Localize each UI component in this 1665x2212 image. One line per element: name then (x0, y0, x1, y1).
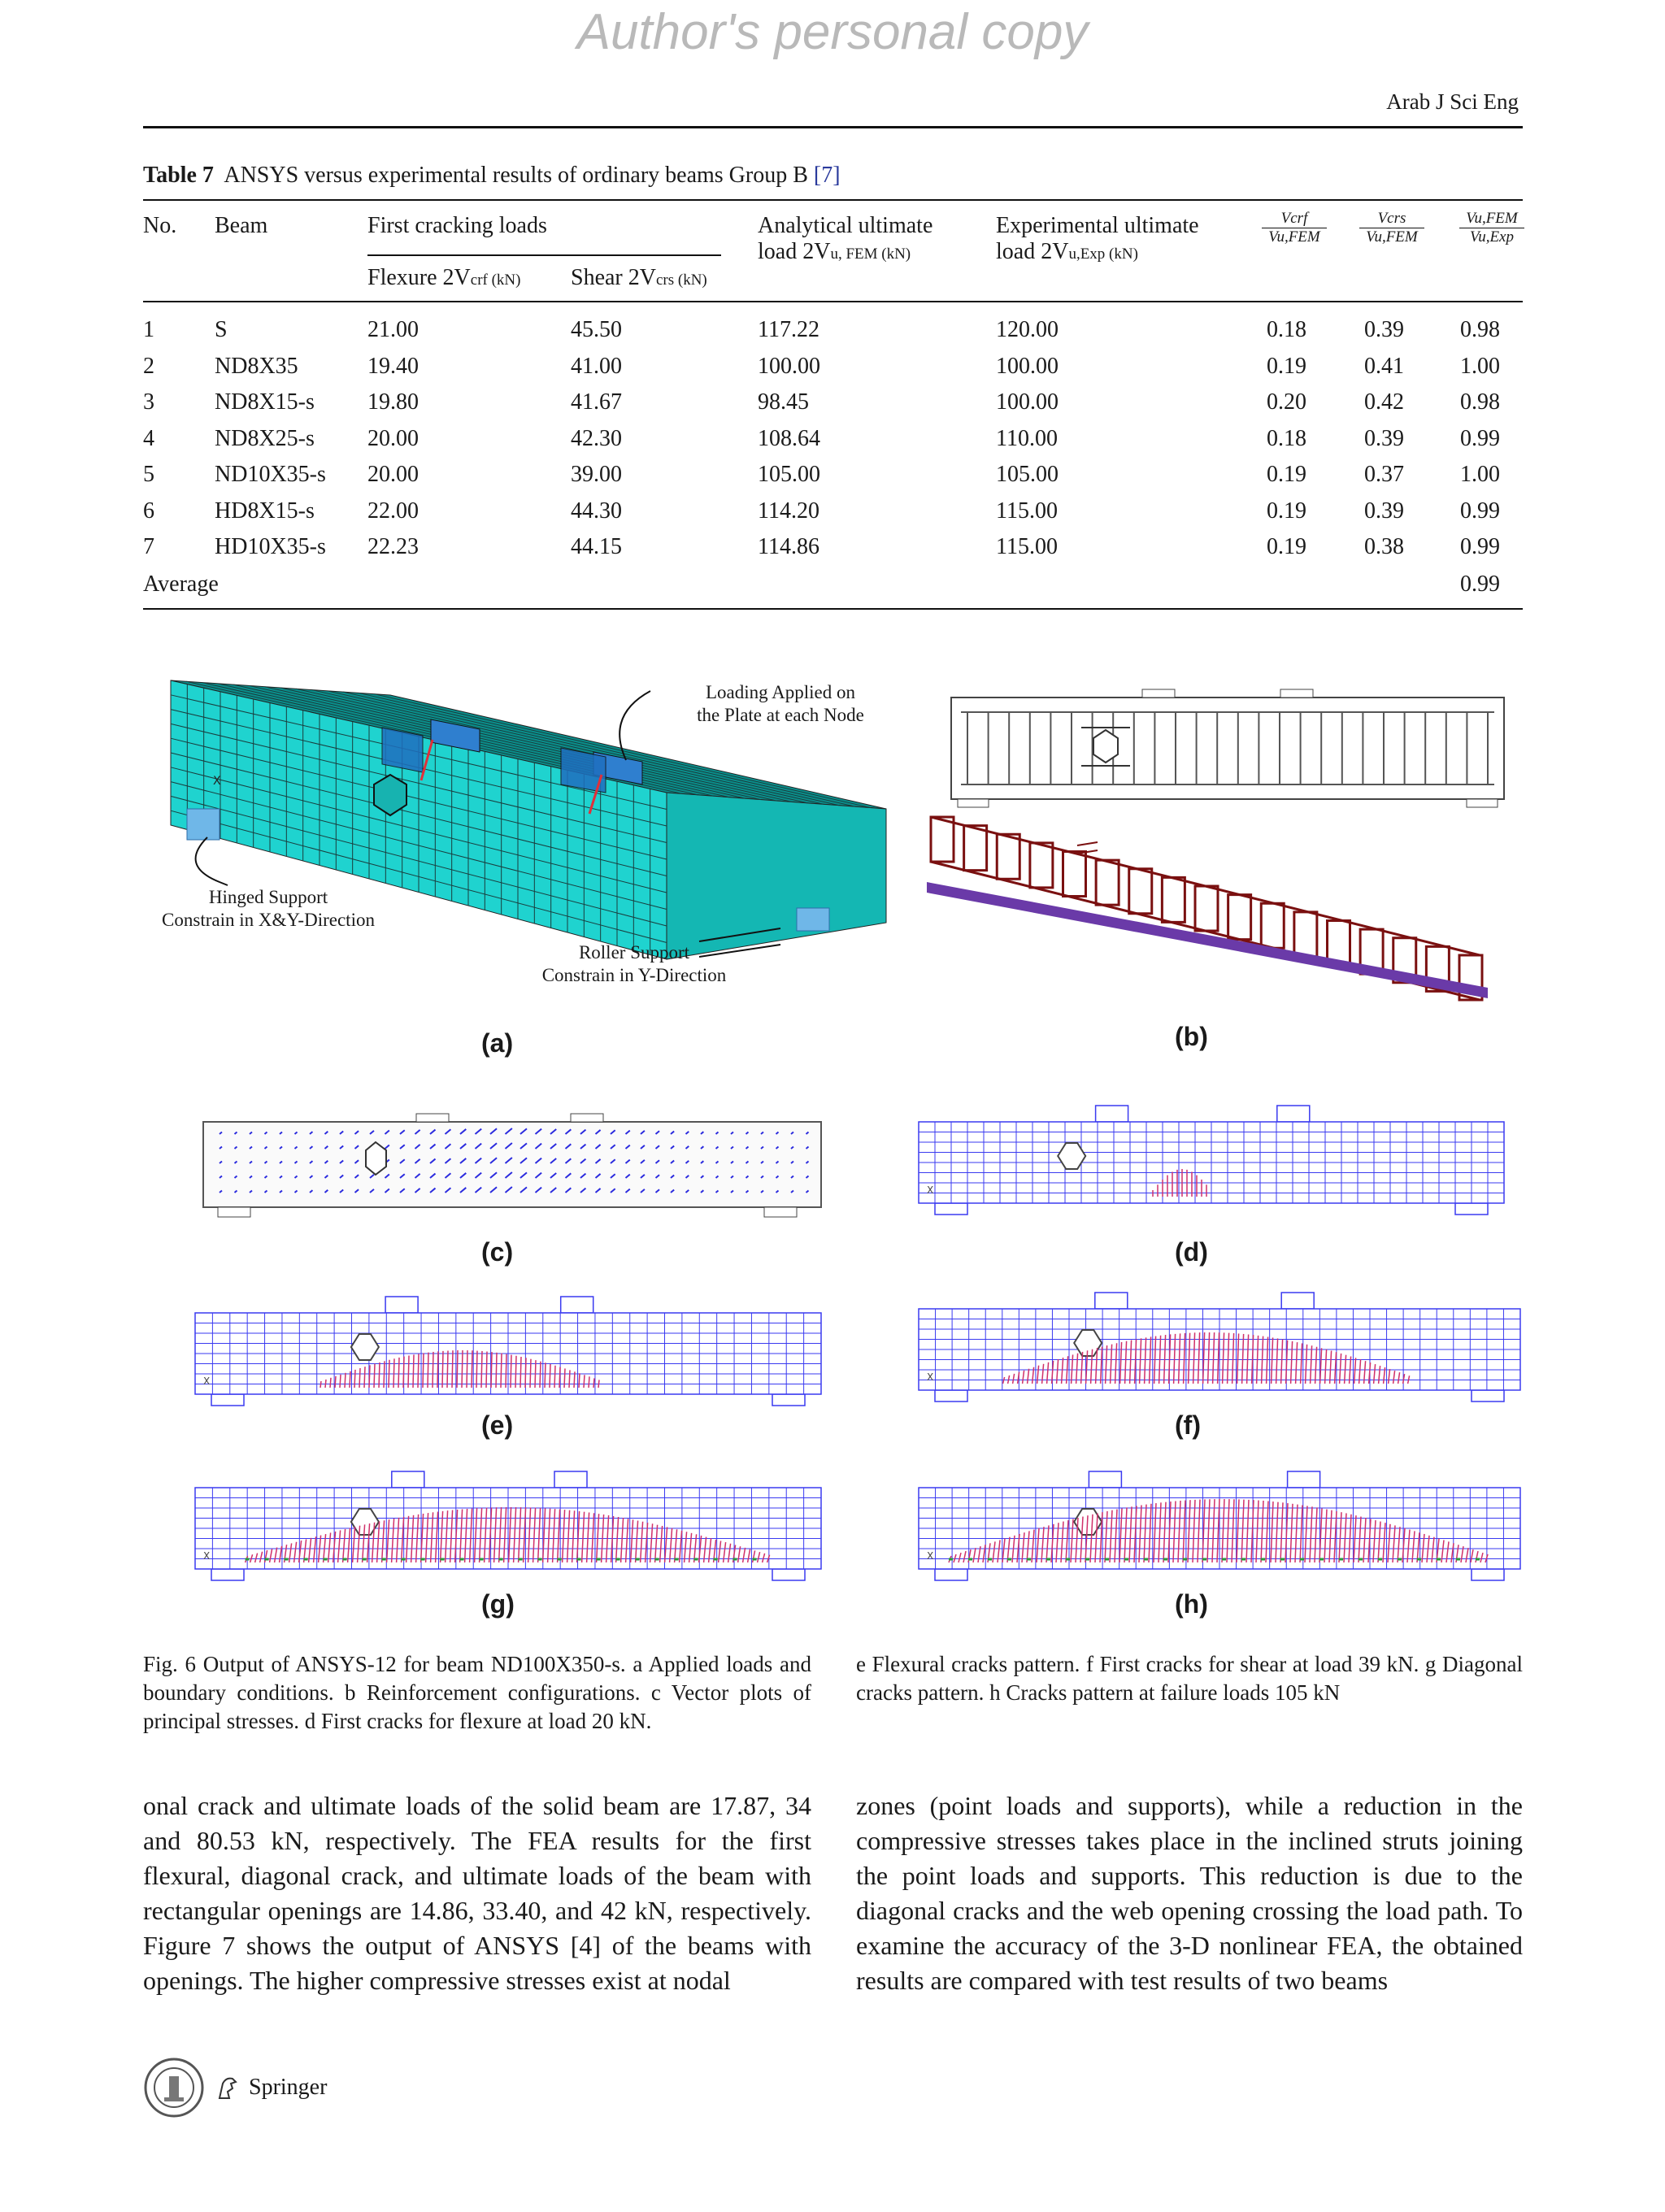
table-cell-exp: 105.00 (996, 462, 1059, 487)
table-cell-shear: 39.00 (571, 462, 622, 487)
panel-b-reinforcement (919, 683, 1553, 1008)
table-ref-link[interactable]: [7] (813, 163, 841, 188)
table-cell-fem: 114.86 (758, 534, 819, 559)
panel-h-failure-cracks (911, 1463, 1528, 1593)
table-cell-shear: 45.50 (571, 317, 622, 342)
col-ratio-crf: Vcrf Vu,FEM (1262, 210, 1327, 246)
panel-label-e: (e) (481, 1410, 514, 1440)
table-cell-flex: 21.00 (367, 317, 419, 342)
table-cell-r3: 0.99 (1460, 425, 1500, 451)
table-cell-fem: 117.22 (758, 317, 819, 342)
col-ratio-crs: Vcrs Vu,FEM (1359, 210, 1424, 246)
table-cell-flex: 20.00 (367, 462, 419, 487)
svg-text:X: X (927, 1184, 934, 1196)
table-cell-flex: 20.00 (367, 425, 419, 451)
table-cell-shear: 44.30 (571, 498, 622, 524)
table-cell-r2: 0.38 (1364, 534, 1404, 559)
table-cell-beam: HD10X35-s (215, 534, 326, 559)
panel-c-vector-plot (195, 1097, 829, 1228)
col-flexure: Flexure 2Vcrf (kN) (367, 265, 521, 290)
annotation-hinged-support: Hinged Support Constrain in X&Y-Direction (162, 887, 375, 930)
svg-text:X: X (927, 1550, 934, 1562)
table-cell-r1: 0.20 (1267, 389, 1306, 415)
col-shear: Shear 2Vcrs (kN) (571, 265, 707, 290)
table-cell-flex: 19.80 (367, 389, 419, 415)
panel-f-first-shear-cracks (911, 1284, 1528, 1415)
table-cell-r2: 0.39 (1364, 425, 1404, 451)
table-cell-r2: 0.37 (1364, 462, 1404, 487)
table-cell-r3: 1.00 (1460, 462, 1500, 487)
table-head-rule (143, 301, 1523, 302)
col-first-cracking: First cracking loads (367, 213, 547, 238)
table-cell-exp: 100.00 (996, 353, 1059, 379)
col-ratio-fem-exp: Vu,FEM Vu,Exp (1459, 210, 1524, 246)
annotation-roller-support: Roller Support Constrain in Y-Direction (541, 942, 727, 985)
table-cell-beam: ND10X35-s (215, 462, 326, 487)
table-cell-exp: 120.00 (996, 317, 1059, 342)
table-cell-r3: 0.98 (1460, 317, 1500, 342)
table-cell-fem: 105.00 (758, 462, 820, 487)
watermark: Author's personal copy (576, 4, 1089, 60)
table-cell-exp: 115.00 (996, 534, 1058, 559)
table-cell-r1: 0.18 (1267, 425, 1306, 451)
header-rule (143, 126, 1523, 128)
table-cell-flex: 22.23 (367, 534, 419, 559)
panel-label-b: (b) (1175, 1022, 1208, 1051)
table-cell-no: 4 (143, 425, 154, 451)
table-cell-fem: 114.20 (758, 498, 819, 524)
average-label: Average (143, 571, 219, 597)
table-cell-r2: 0.42 (1364, 389, 1404, 415)
col-beam: Beam (215, 213, 268, 238)
publisher-footer (143, 2057, 327, 2119)
table-cell-no: 3 (143, 389, 154, 415)
svg-text:X: X (213, 775, 221, 788)
table-cell-r2: 0.39 (1364, 498, 1404, 524)
table-caption-text: ANSYS versus experimental results of ordinary beams Group B (224, 163, 808, 188)
table-caption (143, 163, 841, 189)
table-cell-beam: ND8X35 (215, 353, 298, 379)
panel-label-f: (f) (1175, 1410, 1201, 1440)
figure-caption-left: Fig. 6 Output of ANSYS-12 for beam ND100X350-s. a Applied loads and boundary conditions. b Reinforcement configurations. c Vector plots of principal stresses. d First cracks for flexure at load 20 kN. (143, 1652, 811, 1733)
table-cell-r3: 1.00 (1460, 353, 1500, 379)
journal-name: Arab J Sci Eng (1386, 89, 1519, 114)
table-cell-shear: 41.67 (571, 389, 622, 415)
panel-g-diagonal-cracks (187, 1463, 829, 1593)
table-cell-beam: S (215, 317, 228, 342)
table-cell-fem: 100.00 (758, 353, 820, 379)
figure-caption-right: e Flexural cracks pattern. f First cracks for shear at load 39 kN. g Diagonal cracks pattern. h Cracks pattern at failure loads 105 kN (856, 1652, 1523, 1705)
table-cell-fem: 98.45 (758, 389, 809, 415)
table-cell-beam: ND8X25-s (215, 425, 315, 451)
table-label: Table 7 (143, 163, 214, 188)
svg-text:X: X (203, 1550, 211, 1562)
table-cell-beam: HD8X15-s (215, 498, 315, 524)
table-cell-r1: 0.19 (1267, 353, 1306, 379)
table-cell-r1: 0.18 (1267, 317, 1306, 342)
table-cell-flex: 19.40 (367, 353, 419, 379)
table-cell-fem: 108.64 (758, 425, 820, 451)
col-no: No. (143, 213, 177, 238)
table-cell-r2: 0.39 (1364, 317, 1404, 342)
table-cell-shear: 44.15 (571, 534, 622, 559)
group-rule (367, 254, 721, 256)
table-cell-no: 5 (143, 462, 154, 487)
table-cell-beam: ND8X15-s (215, 389, 315, 415)
springer-horse-icon (215, 2074, 239, 2101)
col-experimental: Experimental ultimate load 2Vu,Exp (kN) (996, 213, 1199, 264)
panel-label-h: (h) (1175, 1589, 1208, 1619)
panel-label-a: (a) (481, 1028, 514, 1058)
table-cell-r1: 0.19 (1267, 534, 1306, 559)
annotation-loading: Loading Applied on the Plate at each Node (697, 682, 864, 725)
table-cell-r3: 0.98 (1460, 389, 1500, 415)
table-cell-r3: 0.99 (1460, 498, 1500, 524)
table-top-rule (143, 199, 1523, 201)
average-value: 0.99 (1460, 571, 1500, 597)
table-cell-no: 2 (143, 353, 154, 379)
svg-text:X: X (203, 1375, 211, 1387)
table-cell-r2: 0.41 (1364, 353, 1404, 379)
table-cell-r3: 0.99 (1460, 534, 1500, 559)
panel-e-flexural-cracks (187, 1289, 829, 1419)
body-text-right: zones (point loads and supports), while a reduction in the compressive stresses takes place in the inclined struts joining the point loads and supports. This reduction is due to the diagonal cracks and the web opening crossing the load path. To examine the accuracy of the 3-D nonlinear FEA, the obtained results are compared with test results of two beams (856, 1791, 1523, 1995)
panel-d-first-flexure-cracks (911, 1097, 1512, 1228)
journal-seal-icon (143, 2057, 205, 2119)
table-cell-shear: 42.30 (571, 425, 622, 451)
table-bottom-rule (143, 608, 1523, 610)
table-cell-exp: 100.00 (996, 389, 1059, 415)
panel-label-g: (g) (481, 1589, 515, 1619)
table-cell-exp: 115.00 (996, 498, 1058, 524)
table-cell-r1: 0.19 (1267, 498, 1306, 524)
svg-text:X: X (927, 1371, 934, 1383)
table-cell-exp: 110.00 (996, 425, 1058, 451)
publisher-name: Springer (249, 2075, 328, 2100)
col-analytical: Analytical ultimate load 2Vu, FEM (kN) (758, 213, 933, 264)
table-cell-shear: 41.00 (571, 353, 622, 379)
table-cell-no: 1 (143, 317, 154, 342)
table-cell-flex: 22.00 (367, 498, 419, 524)
table-cell-no: 6 (143, 498, 154, 524)
body-text-left: onal crack and ultimate loads of the solid beam are 17.87, 34 and 80.53 kN, respectively. The FEA results for the first flexural, diagonal crack, and ultimate loads of the beam with rectangular openings are 14.86, 33.40, and 42 kN, respectively. Figure 7 shows the output of ANSYS [4] of the beams with openings. The higher compressive stresses exist at nodal (143, 1791, 811, 1995)
panel-label-c: (c) (481, 1237, 514, 1267)
table-cell-no: 7 (143, 534, 154, 559)
table-cell-r1: 0.19 (1267, 462, 1306, 487)
panel-label-d: (d) (1175, 1237, 1208, 1267)
